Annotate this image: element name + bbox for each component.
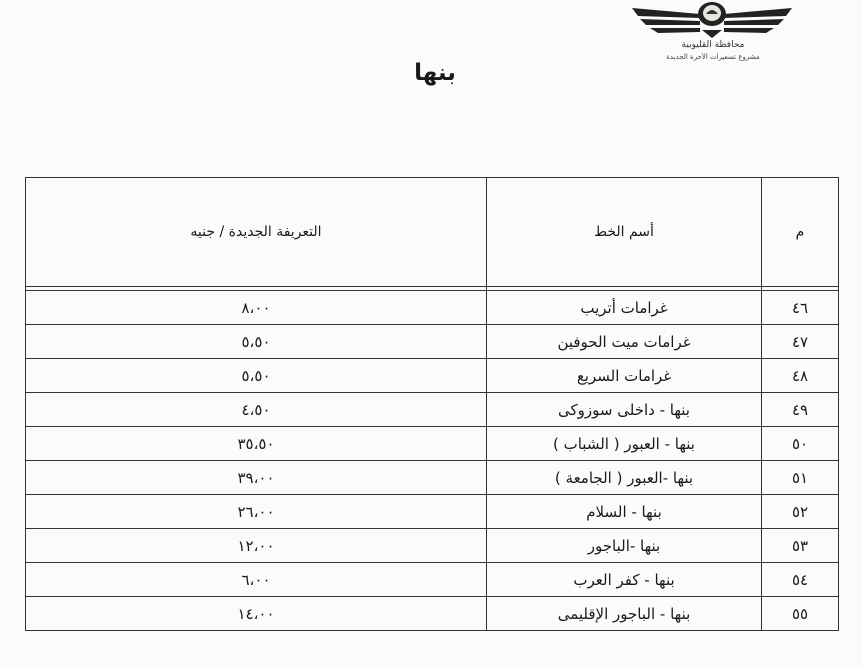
row-price: ٥،٥٠	[26, 359, 487, 393]
row-line-name: بنها - داخلى سوزوكى	[487, 393, 762, 427]
table-row	[26, 427, 839, 461]
row-line-name: بنها - العبور ( الشباب )	[487, 427, 762, 461]
row-line-name: بنها - السلام	[487, 495, 762, 529]
row-num: ٤٧	[762, 325, 839, 359]
row-num: ٤٦	[762, 291, 839, 325]
header-num: م	[762, 178, 839, 287]
row-price: ٣٩،٠٠	[26, 461, 487, 495]
table-row	[26, 359, 839, 393]
logo-org-line2: مشروع تسعيرات الأجرة الجديدة	[666, 53, 760, 61]
row-price: ٣٥،٥٠	[26, 427, 487, 461]
row-num: ٥٤	[762, 563, 839, 597]
row-price: ٢٦،٠٠	[26, 495, 487, 529]
row-num: ٤٩	[762, 393, 839, 427]
page-title: بنها	[414, 60, 456, 86]
header-line-name: أسم الخط	[487, 178, 762, 287]
row-num: ٥٣	[762, 529, 839, 563]
row-price: ١٢،٠٠	[26, 529, 487, 563]
row-line-name: بنها - كفر العرب	[487, 563, 762, 597]
row-num: ٥٢	[762, 495, 839, 529]
row-price: ٨،٠٠	[26, 291, 487, 325]
winged-emblem-icon	[612, 0, 812, 40]
row-price: ٥،٥٠	[26, 325, 487, 359]
row-line-name: غرامات ميت الحوفين	[487, 325, 762, 359]
table-row	[26, 597, 839, 631]
table-row	[26, 325, 839, 359]
table-row	[26, 563, 839, 597]
row-line-name: غرامات السريع	[487, 359, 762, 393]
table-header-row	[26, 178, 839, 287]
row-line-name: غرامات أتريب	[487, 291, 762, 325]
row-line-name: بنها -الباجور	[487, 529, 762, 563]
row-price: ١٤،٠٠	[26, 597, 487, 631]
row-price: ٤،٥٠	[26, 393, 487, 427]
row-line-name: بنها -العبور ( الجامعة )	[487, 461, 762, 495]
table-row	[26, 529, 839, 563]
table-row	[26, 291, 839, 325]
tariff-table	[25, 177, 839, 631]
logo-org-line1: محافظة القليوبية	[681, 40, 745, 50]
header-price: التعريفة الجديدة / جنيه	[26, 178, 487, 287]
table-row	[26, 461, 839, 495]
row-line-name: بنها - الباجور الإقليمى	[487, 597, 762, 631]
table-row	[26, 495, 839, 529]
row-num: ٤٨	[762, 359, 839, 393]
row-price: ٦،٠٠	[26, 563, 487, 597]
table-row	[26, 393, 839, 427]
row-num: ٥٥	[762, 597, 839, 631]
row-num: ٥١	[762, 461, 839, 495]
row-num: ٥٠	[762, 427, 839, 461]
